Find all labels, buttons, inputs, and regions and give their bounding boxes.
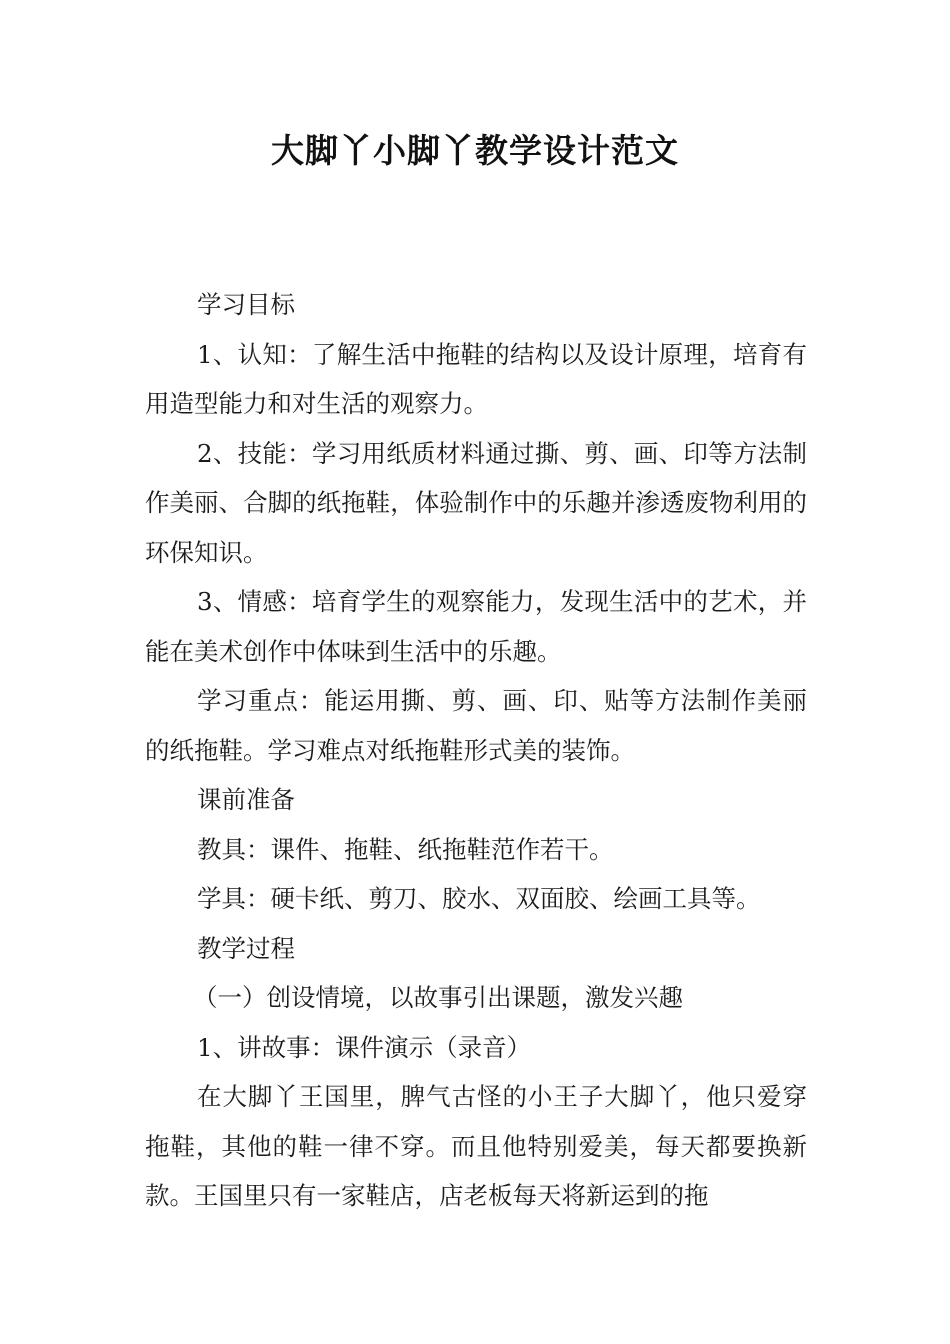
paragraph-student-materials: 学具：硬卡纸、剪刀、胶水、双面胶、绘画工具等。 xyxy=(197,884,761,913)
paragraph-cognition: 1、认知：了解生活中拖鞋的结构以及设计原理，培育有用造型能力和对生活的观察力。 xyxy=(145,339,807,418)
paragraph-story-text: 在大脚丫王国里，脾气古怪的小王子大脚丫，他只爱穿拖鞋，其他的鞋一律不穿。而且他特别爱美，每天都要换新款。王国里只有一家鞋店，店老板每天将新运到的拖 xyxy=(145,1082,807,1210)
paragraph-skills: 2、技能：学习用纸质材料通过撕、剪、画、印等方法制作美丽、合脚的纸拖鞋，体验制作中的乐趣并渗透废物利用的环保知识。 xyxy=(145,438,807,567)
section-heading-learning-goals: 学习目标 xyxy=(197,290,295,319)
section-heading-preparation: 课前准备 xyxy=(197,785,295,814)
document-title: 大脚丫小脚丫教学设计范文 xyxy=(271,131,679,170)
paragraph-teaching-aids: 教具：课件、拖鞋、纸拖鞋范作若干。 xyxy=(197,834,614,864)
subsection-heading-step-one: （一）创设情境，以故事引出课题，激发兴趣 xyxy=(193,983,683,1012)
paragraph-storytelling: 1、讲故事：课件演示（录音） xyxy=(197,1032,532,1062)
paragraph-emotion: 3、情感：培育学生的观察能力，发现生活中的艺术，并能在美术创作中体味到生活中的乐趣。 xyxy=(145,587,807,666)
paragraph-key-points: 学习重点：能运用撕、剪、画、印、贴等方法制作美丽的纸拖鞋。学习难点对纸拖鞋形式美的装饰。 xyxy=(145,686,807,765)
section-heading-teaching-process: 教学过程 xyxy=(197,933,295,963)
document-body xyxy=(145,280,807,1221)
